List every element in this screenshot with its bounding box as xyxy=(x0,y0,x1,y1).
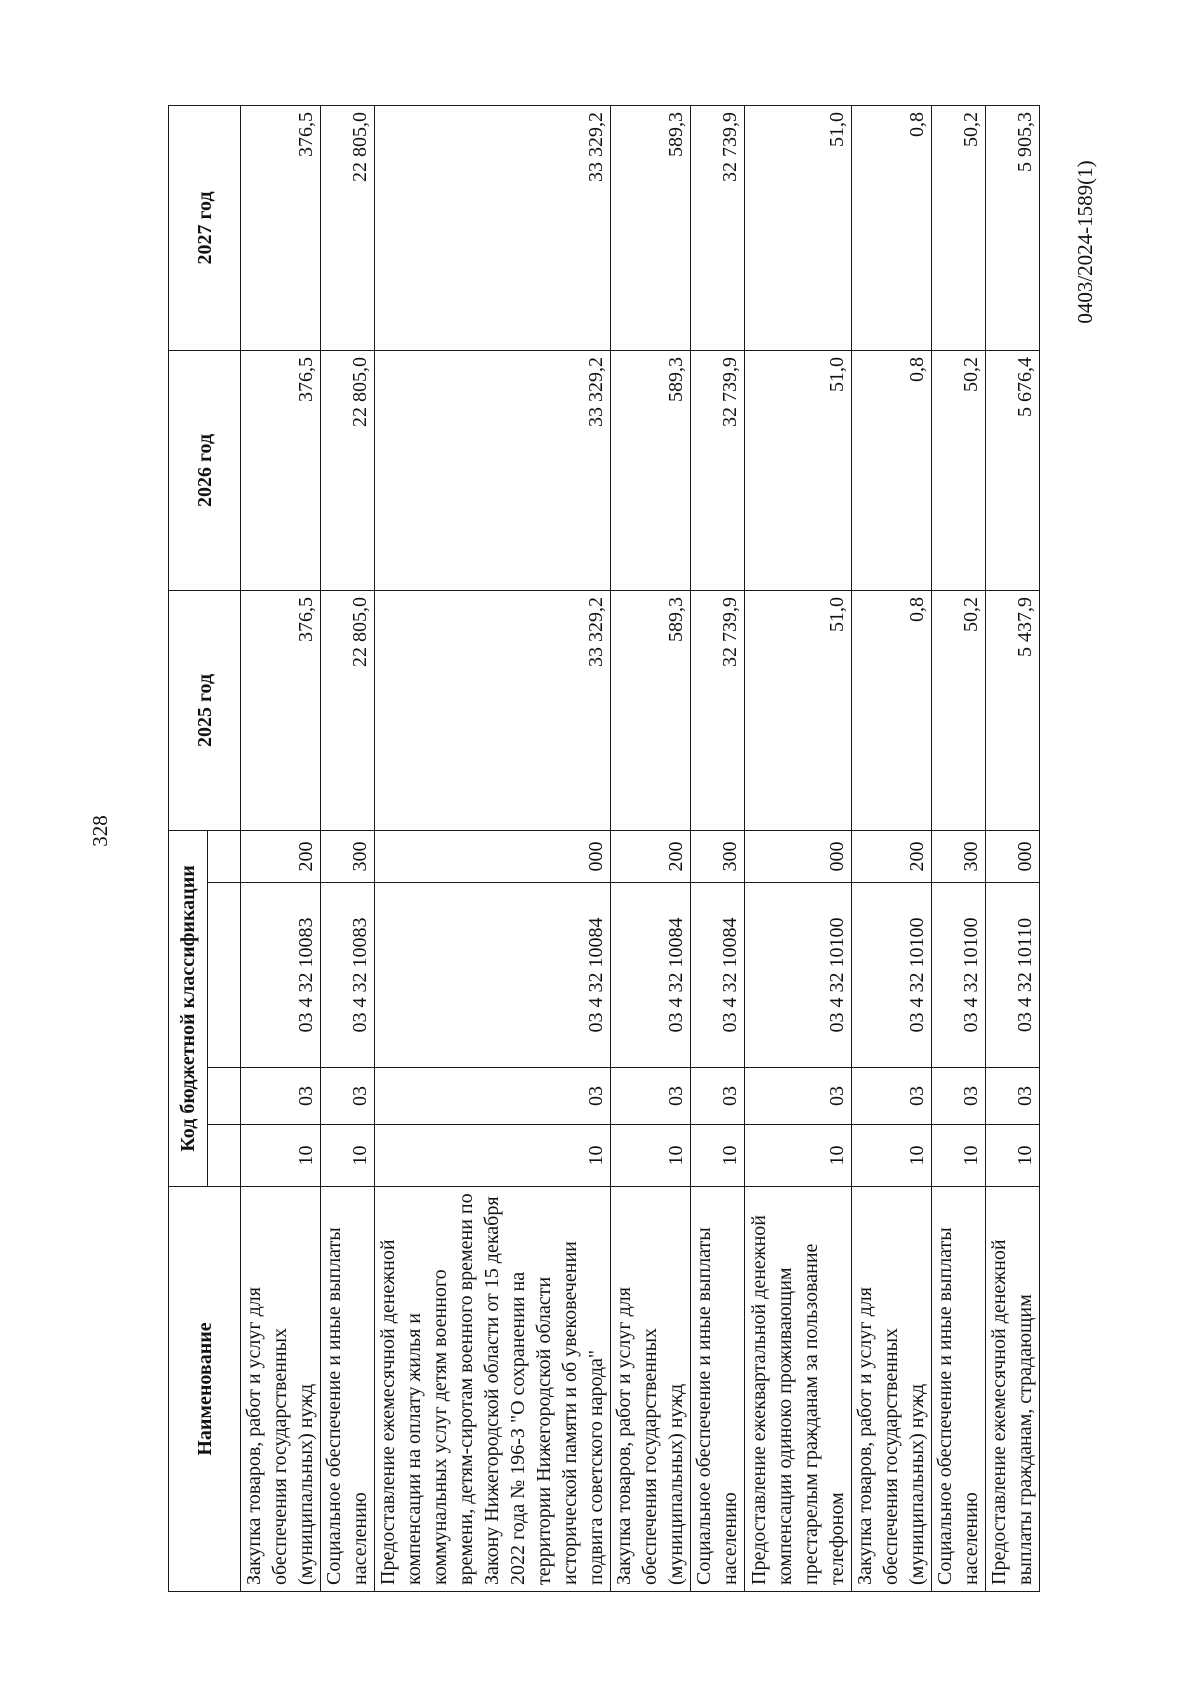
row-code-subsection: 03 xyxy=(321,1068,375,1125)
table-row xyxy=(321,105,375,1591)
row-code-section: 10 xyxy=(986,1125,1040,1187)
row-value-2027: 50,2 xyxy=(932,105,986,350)
budget-table xyxy=(168,105,1040,1592)
row-value-2025: 0,8 xyxy=(852,590,932,830)
row-value-2025: 22 805,0 xyxy=(321,590,375,830)
row-code-target: 03 4 32 10100 xyxy=(932,883,986,1068)
row-name: Социальное обеспечение и иные выплаты населению xyxy=(691,1187,745,1592)
header-name: Наименование xyxy=(169,1187,241,1592)
row-value-2027: 376,5 xyxy=(241,105,321,350)
row-value-2026: 0,8 xyxy=(852,350,932,590)
row-value-2026: 32 739,9 xyxy=(691,350,745,590)
row-value-2025: 376,5 xyxy=(241,590,321,830)
header-row xyxy=(169,105,208,1591)
row-code-subsection: 03 xyxy=(932,1068,986,1125)
header-code-col-3 xyxy=(208,883,241,1068)
table-row xyxy=(691,105,745,1591)
row-value-2027: 51,0 xyxy=(745,105,852,350)
row-value-2026: 51,0 xyxy=(745,350,852,590)
row-code-subsection: 03 xyxy=(745,1068,852,1125)
row-code-subsection: 03 xyxy=(986,1068,1040,1125)
row-code-expense-type: 000 xyxy=(745,830,852,882)
row-code-target: 03 4 32 10110 xyxy=(986,883,1040,1068)
row-name: Предоставление ежемесячной денежной выплаты гражданам, страдающим xyxy=(986,1187,1040,1592)
row-code-expense-type: 000 xyxy=(986,830,1040,882)
row-value-2027: 32 739,9 xyxy=(691,105,745,350)
row-value-2026: 50,2 xyxy=(932,350,986,590)
page-number: 328 xyxy=(88,815,112,847)
header-budget-code: Код бюджетной классификации xyxy=(169,830,208,1186)
table-row xyxy=(986,105,1040,1591)
row-code-target: 03 4 32 10084 xyxy=(375,883,611,1068)
row-value-2025: 5 437,9 xyxy=(986,590,1040,830)
document-code: 0403/2024-1589(1) xyxy=(1073,160,1097,324)
row-code-expense-type: 200 xyxy=(611,830,691,882)
row-name: Социальное обеспечение и иные выплаты населению xyxy=(321,1187,375,1592)
table-row xyxy=(745,105,852,1591)
row-value-2025: 589,3 xyxy=(611,590,691,830)
row-code-section: 10 xyxy=(241,1125,321,1187)
row-code-expense-type: 000 xyxy=(375,830,611,882)
row-code-target: 03 4 32 10100 xyxy=(745,883,852,1068)
row-code-target: 03 4 32 10084 xyxy=(611,883,691,1068)
row-code-subsection: 03 xyxy=(241,1068,321,1125)
row-value-2026: 589,3 xyxy=(611,350,691,590)
row-code-target: 03 4 32 10100 xyxy=(852,883,932,1068)
header-year-2027: 2027 год xyxy=(169,105,241,350)
row-code-section: 10 xyxy=(691,1125,745,1187)
row-value-2027: 0,8 xyxy=(852,105,932,350)
row-code-expense-type: 200 xyxy=(852,830,932,882)
row-code-section: 10 xyxy=(852,1125,932,1187)
row-code-subsection: 03 xyxy=(375,1068,611,1125)
table-row xyxy=(932,105,986,1591)
row-code-expense-type: 200 xyxy=(241,830,321,882)
header-code-col-4 xyxy=(208,830,241,882)
row-name: Закупка товаров, работ и услуг для обеспечения государственных (муниципальных) нужд xyxy=(852,1187,932,1592)
row-code-section: 10 xyxy=(932,1125,986,1187)
row-code-section: 10 xyxy=(745,1125,852,1187)
row-value-2025: 33 329,2 xyxy=(375,590,611,830)
row-name: Закупка товаров, работ и услуг для обеспечения государственных (муниципальных) нужд xyxy=(241,1187,321,1592)
row-code-section: 10 xyxy=(375,1125,611,1187)
row-name: Закупка товаров, работ и услуг для обеспечения государственных (муниципальных) нужд xyxy=(611,1187,691,1592)
table-row xyxy=(611,105,691,1591)
row-value-2026: 33 329,2 xyxy=(375,350,611,590)
row-value-2027: 5 905,3 xyxy=(986,105,1040,350)
row-code-target: 03 4 32 10083 xyxy=(241,883,321,1068)
header-year-2026: 2026 год xyxy=(169,350,241,590)
row-code-subsection: 03 xyxy=(852,1068,932,1125)
row-code-expense-type: 300 xyxy=(932,830,986,882)
row-value-2025: 51,0 xyxy=(745,590,852,830)
row-name: Предоставление ежемесячной денежной компенсации на оплату жилья и коммунальных услуг детям военного времени, детям-сиротам военного времени по Закону Нижегородской области от 15 декабря 2022 года № 196-З "О сохранении на территории Нижегородской области исторической памяти и об увековечении подвига советского народа" xyxy=(375,1187,611,1592)
header-code-col-2 xyxy=(208,1068,241,1125)
row-value-2025: 50,2 xyxy=(932,590,986,830)
row-code-section: 10 xyxy=(611,1125,691,1187)
header-year-2025: 2025 год xyxy=(169,590,241,830)
row-value-2027: 589,3 xyxy=(611,105,691,350)
row-code-subsection: 03 xyxy=(691,1068,745,1125)
row-value-2026: 22 805,0 xyxy=(321,350,375,590)
row-value-2025: 32 739,9 xyxy=(691,590,745,830)
row-code-expense-type: 300 xyxy=(691,830,745,882)
row-code-target: 03 4 32 10084 xyxy=(691,883,745,1068)
table-row xyxy=(375,105,611,1591)
table-row xyxy=(852,105,932,1591)
row-name: Социальное обеспечение и иные выплаты населению xyxy=(932,1187,986,1592)
row-name: Предоставление ежеквартальной денежной компенсации одиноко проживающим престарелым гражданам за пользование телефоном xyxy=(745,1187,852,1592)
row-value-2027: 22 805,0 xyxy=(321,105,375,350)
row-code-section: 10 xyxy=(321,1125,375,1187)
row-code-subsection: 03 xyxy=(611,1068,691,1125)
row-code-target: 03 4 32 10083 xyxy=(321,883,375,1068)
header-code-col-1 xyxy=(208,1125,241,1187)
row-code-expense-type: 300 xyxy=(321,830,375,882)
row-value-2027: 33 329,2 xyxy=(375,105,611,350)
row-value-2026: 5 676,4 xyxy=(986,350,1040,590)
row-value-2026: 376,5 xyxy=(241,350,321,590)
table-row xyxy=(241,105,321,1591)
budget-table-rotated xyxy=(168,106,1066,1592)
